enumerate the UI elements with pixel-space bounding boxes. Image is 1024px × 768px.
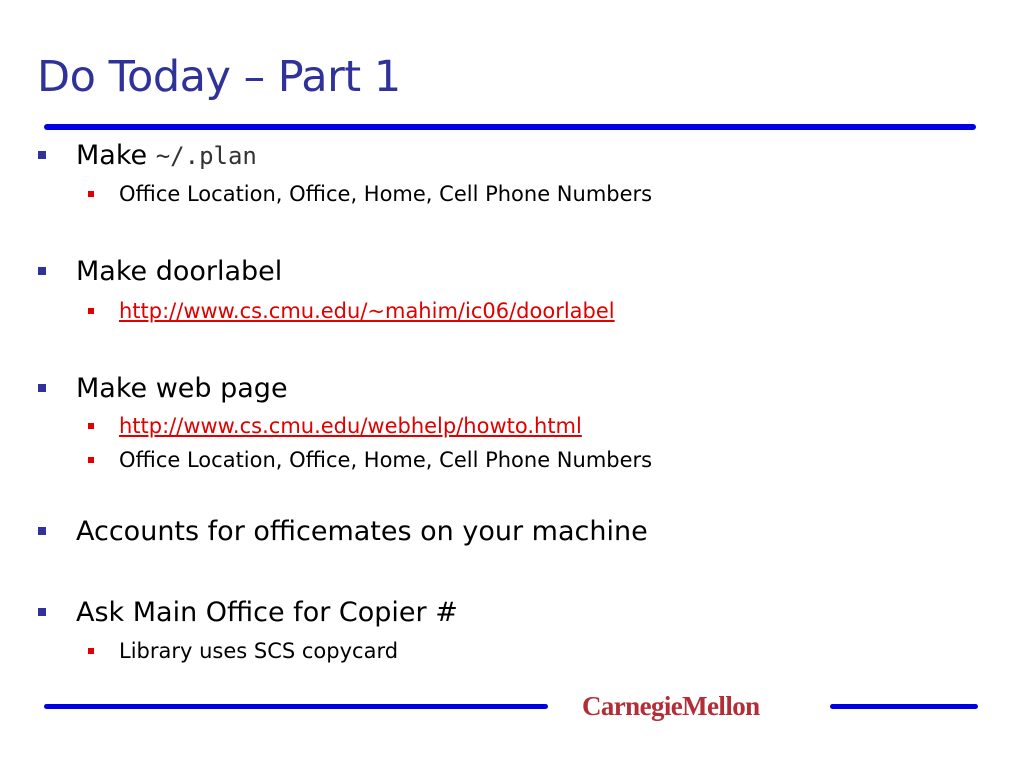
bullet-text: Make [76, 140, 156, 171]
sub-bullet-doorlabel-link [119, 298, 615, 324]
carnegie-mellon-logo: CarnegieMellon [582, 691, 760, 721]
bullet-text: Make doorlabel [76, 256, 283, 287]
sub-bullet-marker-square [88, 423, 94, 429]
sub-bullet-text: Office Location, Office, Home, Cell Phone Numbers [119, 448, 653, 472]
bullet-marker-square [38, 608, 46, 616]
title-rule [44, 124, 976, 130]
sub-bullet-marker-square [88, 648, 94, 654]
sub-bullet-text: Office Location, Office, Home, Cell Phone Numbers [119, 182, 653, 206]
sub-bullet-phone-numbers [119, 181, 652, 207]
bullet-copier-number [76, 597, 458, 629]
webhelp-howto-link[interactable]: http://www.cs.cmu.edu/webhelp/howto.html [119, 414, 582, 438]
sub-bullet-webhelp-link [119, 413, 582, 439]
footer-rule-left [44, 704, 548, 709]
bullet-make-web-page [76, 373, 288, 405]
sub-bullet-marker-square [88, 191, 94, 197]
bullet-marker-square [38, 384, 46, 392]
bullet-accounts-officemates [76, 516, 648, 548]
bullet-marker-square [38, 267, 46, 275]
bullet-text: Ask Main Office for Copier # [76, 597, 458, 628]
doorlabel-link[interactable]: http://www.cs.cmu.edu/~mahim/ic06/doorlabel [119, 299, 615, 323]
plan-file-code: ~/.plan [155, 142, 257, 170]
sub-bullet-marker-square [88, 457, 94, 463]
bullet-text: Accounts for officemates on your machine [76, 516, 648, 547]
sub-bullet-marker-square [88, 308, 94, 314]
sub-bullet-text: Library uses SCS copycard [119, 639, 399, 663]
bullet-make-plan [76, 140, 257, 172]
bullet-make-doorlabel [76, 256, 282, 288]
bullet-marker-square [38, 151, 46, 159]
bullet-marker-square [38, 527, 46, 535]
sub-bullet-phone-numbers [119, 447, 652, 473]
footer-rule-right [830, 704, 978, 709]
bullet-text: Make web page [76, 373, 288, 404]
slide-title: Do Today – Part 1 [37, 52, 401, 102]
sub-bullet-copycard [119, 638, 398, 664]
